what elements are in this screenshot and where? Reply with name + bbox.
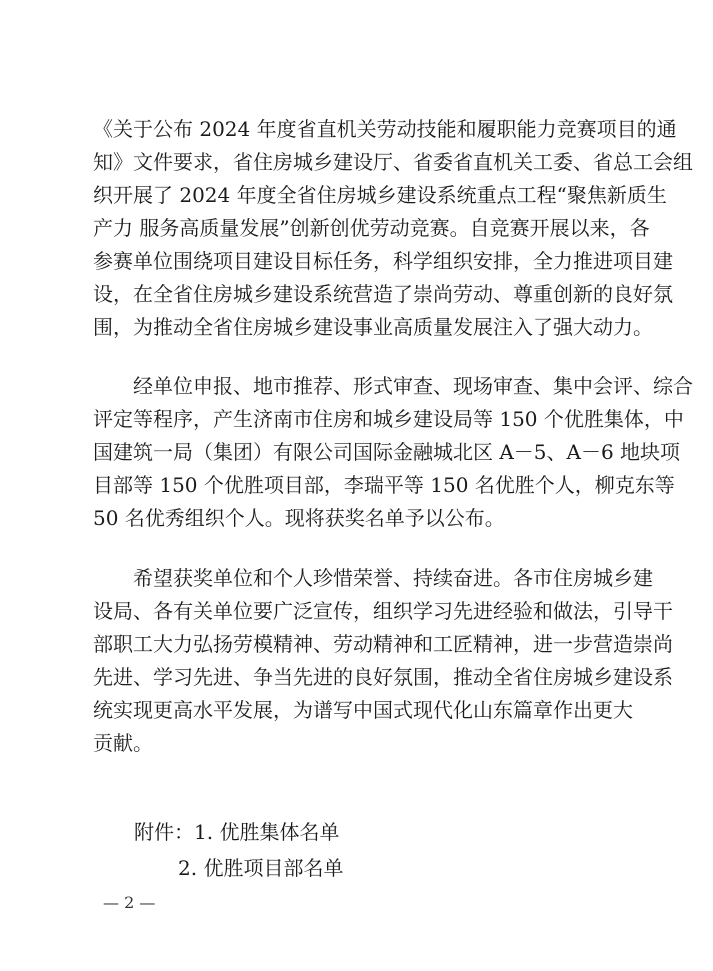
text-line: 围，为推动全省住房城乡建设事业高质量发展注入了强大动力。 xyxy=(93,315,653,339)
text-line: 50 名优秀组织个人。现将获奖名单予以公布。 xyxy=(93,506,505,530)
text-line: 《关于公布 2024 年度省直机关劳动技能和履职能力竞赛项目的通 xyxy=(93,117,677,141)
text-line: 评定等程序，产生济南市住房和城乡建设局等 150 个优胜集体，中 xyxy=(93,407,684,431)
text-line: 希望获奖单位和个人珍惜荣誉、持续奋进。各市住房城乡建 xyxy=(133,566,653,590)
text-line: 目部等 150 个优胜项目部，李瑞平等 150 名优胜个人，柳克东等 xyxy=(93,473,675,497)
text-line: 产力 服务高质量发展”创新创优劳动竞赛。自竞赛开展以来，各 xyxy=(93,216,650,240)
attachment-item-1: 附件：1. 优胜集体名单 xyxy=(134,820,340,844)
text-line: 先进、学习先进、争当先进的良好氛围，推动全省住房城乡建设系 xyxy=(93,665,673,689)
text-line: 知》文件要求，省住房城乡建设厅、省委省直机关工委、省总工会组 xyxy=(93,150,693,174)
text-line: 统实现更高水平发展，为谱写中国式现代化山东篇章作出更大 xyxy=(93,698,633,722)
text-line: 经单位申报、地市推荐、形式审查、现场审查、集中会评、综合 xyxy=(133,374,693,398)
text-line: 贡献。 xyxy=(93,731,153,755)
text-line: 设，在全省住房城乡建设系统营造了崇尚劳动、尊重创新的良好氛 xyxy=(93,282,673,306)
attachment-item-2: 2. 优胜项目部名单 xyxy=(178,856,344,880)
page-number: — 2 — xyxy=(103,893,156,912)
text-line: 部职工大力弘扬劳模精神、劳动精神和工匠精神，进一步营造崇尚 xyxy=(93,632,673,656)
text-line: 国建筑一局（集团）有限公司国际金融城北区 A－5、A－6 地块项 xyxy=(93,440,681,464)
text-line: 设局、各有关单位要广泛宣传，组织学习先进经验和做法，引导干 xyxy=(93,599,673,623)
text-line: 参赛单位围绕项目建设目标任务，科学组织安排，全力推进项目建 xyxy=(93,249,673,273)
text-line: 织开展了 2024 年度全省住房城乡建设系统重点工程“聚焦新质生 xyxy=(93,183,667,207)
